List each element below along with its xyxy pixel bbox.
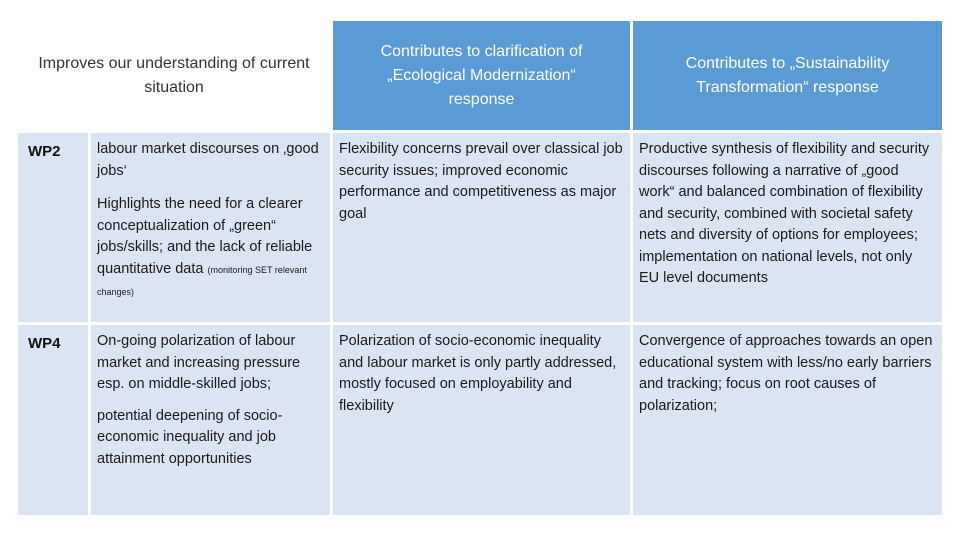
- wp2-understanding-p1: labour market discourses on ‚good jobs‘: [97, 141, 319, 179]
- wp4-sustainability-text: Convergence of approaches towards an open educational system with less/no early barriers and tracking; focus on root causes of polarization;: [639, 333, 933, 414]
- wp4-understanding-cell: [88, 322, 330, 515]
- wp4-label: WP4: [28, 335, 61, 352]
- wp2-understanding-p2: Highlights the need for a clearer conceptualization of „green“ jobs/skills; and the lack of reliable quantitative data: [97, 196, 313, 277]
- wp4-ecological-text: Polarization of socio-economic inequality and labour market is only partly addressed, mostly focused on employability and flexibility: [339, 333, 617, 414]
- header-ecological-modernization: [330, 21, 630, 130]
- wp4-understanding-p1: On-going polarization of labour market and increasing pressure esp. on middle-skilled jobs;: [97, 333, 301, 392]
- header-sustainability-label: Contributes to „Sustainability Transformation“ response: [685, 54, 890, 96]
- wp2-understanding-note: (monitoring SET relevant changes): [97, 264, 307, 297]
- wp4-understanding-p2: potential deepening of socio-economic inequality and job attainment opportunities: [97, 407, 283, 467]
- wp2-sustainability-text: Productive synthesis of flexibility and security discourses following a narrative of „good work“ and balanced combination of flexibility and security, combined with societal safety nets and diversity of options for employees; implementation on national levels, not only EU level documents: [639, 141, 930, 286]
- wp4-sustainability-cell: [630, 322, 942, 515]
- header-ecological-label: Contributes to clarification of „Ecological Modernization“ response: [380, 42, 583, 108]
- wp4-ecological-cell: [330, 322, 630, 515]
- row-label-wp4: [18, 322, 88, 515]
- wp2-understanding-cell: [88, 130, 330, 322]
- header-sustainability-transformation: [630, 21, 942, 130]
- wp2-ecological-text: Flexibility concerns prevail over classical job security issues; improved economic performance and competitiveness as major goal: [339, 141, 623, 222]
- wp2-label: WP2: [28, 143, 61, 160]
- header-understanding: [18, 21, 330, 130]
- wp2-understanding-p2-wrapper: [97, 194, 324, 304]
- wp2-ecological-cell: [330, 130, 630, 322]
- wp2-sustainability-cell: [630, 130, 942, 322]
- header-understanding-label: Improves our understanding of current situation: [38, 54, 310, 96]
- comparison-table: [18, 21, 942, 515]
- row-label-wp2: [18, 130, 88, 322]
